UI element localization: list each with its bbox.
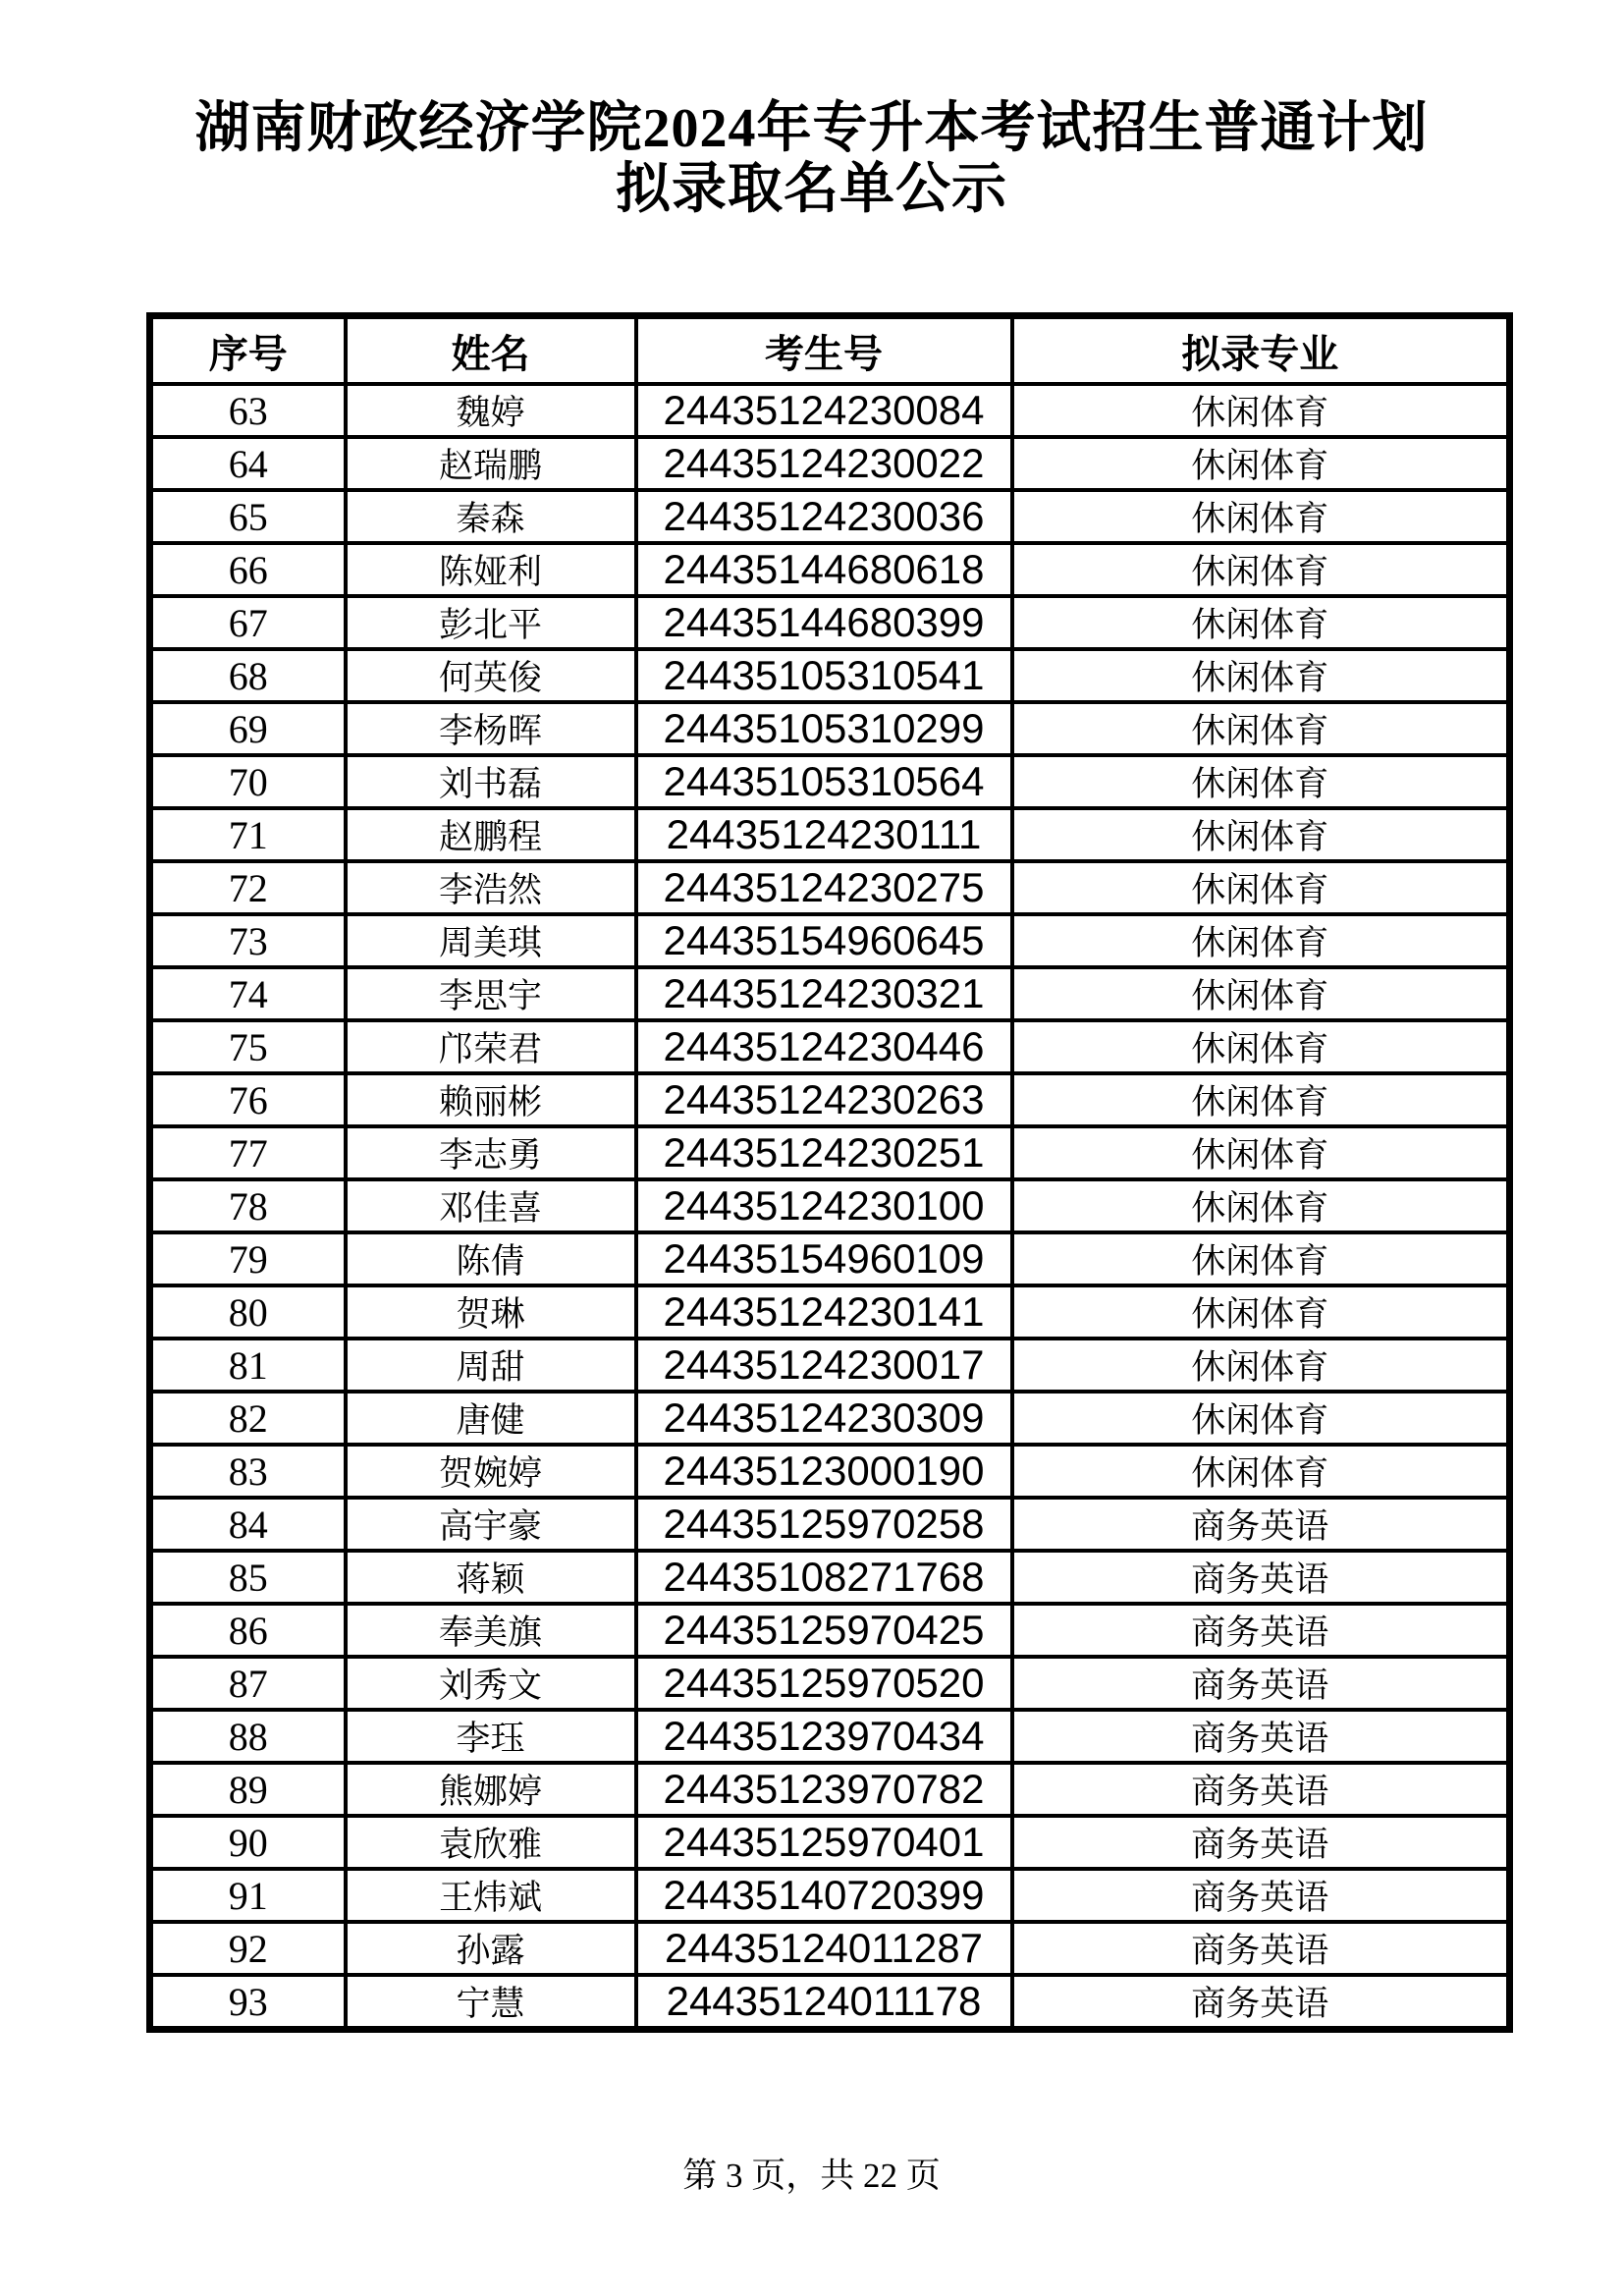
name-cell: 李浩然 (346, 861, 636, 914)
name-cell: 赖丽彬 (346, 1073, 636, 1126)
candidate-no-cell: 24435123000190 (636, 1445, 1012, 1498)
major-cell: 商务英语 (1012, 1551, 1510, 1604)
candidate-no-cell: 24435124230100 (636, 1179, 1012, 1232)
name-cell: 何英俊 (346, 649, 636, 702)
major-cell: 休闲体育 (1012, 1126, 1510, 1179)
major-cell: 商务英语 (1012, 1604, 1510, 1657)
table-row (150, 1869, 1510, 1922)
name-cell: 周甜 (346, 1339, 636, 1392)
candidate-no-cell: 24435123970434 (636, 1710, 1012, 1763)
name-cell: 王炜斌 (346, 1869, 636, 1922)
seq-cell: 91 (150, 1869, 346, 1922)
page-title-line2: 拟录取名单公示 (616, 159, 1007, 220)
candidate-no-cell: 24435124230036 (636, 490, 1012, 543)
major-cell: 商务英语 (1012, 1763, 1510, 1816)
table-row (150, 1604, 1510, 1657)
page-title (0, 98, 1623, 220)
candidate-no-cell: 24435140720399 (636, 1869, 1012, 1922)
table-row (150, 702, 1510, 755)
header-major: 拟录专业 (1012, 316, 1510, 385)
major-cell: 休闲体育 (1012, 755, 1510, 808)
candidate-no-cell: 24435125970520 (636, 1657, 1012, 1710)
table-row (150, 596, 1510, 649)
seq-cell: 69 (150, 702, 346, 755)
table-row (150, 437, 1510, 490)
major-cell: 休闲体育 (1012, 967, 1510, 1020)
table-row (150, 1232, 1510, 1285)
candidate-no-cell: 24435105310299 (636, 702, 1012, 755)
seq-cell: 85 (150, 1551, 346, 1604)
candidate-no-cell: 24435124230275 (636, 861, 1012, 914)
table-body (150, 384, 1510, 2030)
name-cell: 贺婉婷 (346, 1445, 636, 1498)
major-cell: 休闲体育 (1012, 1232, 1510, 1285)
name-cell: 高宇豪 (346, 1498, 636, 1551)
seq-cell: 71 (150, 808, 346, 861)
seq-cell: 93 (150, 1975, 346, 2030)
candidate-no-cell: 24435124230446 (636, 1020, 1012, 1073)
table-row (150, 1126, 1510, 1179)
candidate-no-cell: 24435124011287 (636, 1922, 1012, 1975)
name-cell: 彭北平 (346, 596, 636, 649)
major-cell: 休闲体育 (1012, 596, 1510, 649)
seq-cell: 79 (150, 1232, 346, 1285)
table-row (150, 914, 1510, 967)
table-row (150, 1498, 1510, 1551)
seq-cell: 63 (150, 384, 346, 437)
seq-cell: 73 (150, 914, 346, 967)
major-cell: 休闲体育 (1012, 914, 1510, 967)
major-cell: 商务英语 (1012, 1869, 1510, 1922)
seq-cell: 87 (150, 1657, 346, 1710)
candidate-no-cell: 24435124230251 (636, 1126, 1012, 1179)
candidate-no-cell: 24435144680618 (636, 543, 1012, 596)
major-cell: 休闲体育 (1012, 861, 1510, 914)
seq-cell: 82 (150, 1392, 346, 1445)
name-cell: 熊娜婷 (346, 1763, 636, 1816)
candidate-no-cell: 24435105310564 (636, 755, 1012, 808)
candidate-no-cell: 24435124230263 (636, 1073, 1012, 1126)
major-cell: 休闲体育 (1012, 1179, 1510, 1232)
table-row (150, 1339, 1510, 1392)
table-row (150, 1975, 1510, 2030)
table-row (150, 808, 1510, 861)
name-cell: 刘秀文 (346, 1657, 636, 1710)
table-row (150, 1445, 1510, 1498)
major-cell: 商务英语 (1012, 1498, 1510, 1551)
name-cell: 赵鹏程 (346, 808, 636, 861)
major-cell: 休闲体育 (1012, 649, 1510, 702)
major-cell: 休闲体育 (1012, 437, 1510, 490)
major-cell: 休闲体育 (1012, 702, 1510, 755)
seq-cell: 70 (150, 755, 346, 808)
major-cell: 休闲体育 (1012, 1073, 1510, 1126)
candidate-no-cell: 24435144680399 (636, 596, 1012, 649)
candidate-no-cell: 24435108271768 (636, 1551, 1012, 1604)
candidate-no-cell: 24435124230111 (636, 808, 1012, 861)
name-cell: 陈倩 (346, 1232, 636, 1285)
candidate-no-cell: 24435124230022 (636, 437, 1012, 490)
major-cell: 商务英语 (1012, 1975, 1510, 2030)
table-row (150, 490, 1510, 543)
seq-cell: 74 (150, 967, 346, 1020)
table-row (150, 649, 1510, 702)
major-cell: 休闲体育 (1012, 1020, 1510, 1073)
name-cell: 秦森 (346, 490, 636, 543)
seq-cell: 76 (150, 1073, 346, 1126)
major-cell: 休闲体育 (1012, 1445, 1510, 1498)
candidate-no-cell: 24435125970258 (636, 1498, 1012, 1551)
name-cell: 唐健 (346, 1392, 636, 1445)
seq-cell: 83 (150, 1445, 346, 1498)
major-cell: 商务英语 (1012, 1710, 1510, 1763)
table-row (150, 1020, 1510, 1073)
name-cell: 李志勇 (346, 1126, 636, 1179)
seq-cell: 78 (150, 1179, 346, 1232)
seq-cell: 72 (150, 861, 346, 914)
seq-cell: 89 (150, 1763, 346, 1816)
major-cell: 商务英语 (1012, 1816, 1510, 1869)
name-cell: 魏婷 (346, 384, 636, 437)
major-cell: 休闲体育 (1012, 490, 1510, 543)
candidate-no-cell: 24435125970401 (636, 1816, 1012, 1869)
table-row (150, 1657, 1510, 1710)
seq-cell: 64 (150, 437, 346, 490)
table-row (150, 1073, 1510, 1126)
candidate-no-cell: 24435125970425 (636, 1604, 1012, 1657)
name-cell: 陈娅利 (346, 543, 636, 596)
name-cell: 刘书磊 (346, 755, 636, 808)
table-row (150, 1816, 1510, 1869)
table-row (150, 1179, 1510, 1232)
page-footer: 第 3 页，共 22 页 (682, 2157, 941, 2195)
candidate-no-cell: 24435124011178 (636, 1975, 1012, 2030)
major-cell: 休闲体育 (1012, 1285, 1510, 1339)
major-cell: 商务英语 (1012, 1657, 1510, 1710)
name-cell: 袁欣雅 (346, 1816, 636, 1869)
seq-cell: 81 (150, 1339, 346, 1392)
candidate-no-cell: 24435124230017 (636, 1339, 1012, 1392)
name-cell: 蒋颖 (346, 1551, 636, 1604)
header-name: 姓名 (346, 316, 636, 385)
name-cell: 奉美旗 (346, 1604, 636, 1657)
candidate-no-cell: 24435124230309 (636, 1392, 1012, 1445)
seq-cell: 77 (150, 1126, 346, 1179)
header-candidate-no: 考生号 (636, 316, 1012, 385)
name-cell: 邓佳喜 (346, 1179, 636, 1232)
seq-cell: 88 (150, 1710, 346, 1763)
seq-cell: 65 (150, 490, 346, 543)
candidate-no-cell: 24435124230084 (636, 384, 1012, 437)
header-row (150, 316, 1510, 385)
name-cell: 李杨晖 (346, 702, 636, 755)
admission-table (146, 312, 1513, 2033)
candidate-no-cell: 24435105310541 (636, 649, 1012, 702)
major-cell: 休闲体育 (1012, 808, 1510, 861)
seq-cell: 92 (150, 1922, 346, 1975)
table-row (150, 1710, 1510, 1763)
table-row (150, 1285, 1510, 1339)
major-cell: 休闲体育 (1012, 384, 1510, 437)
candidate-no-cell: 24435123970782 (636, 1763, 1012, 1816)
candidate-no-cell: 24435124230321 (636, 967, 1012, 1020)
table-row (150, 755, 1510, 808)
major-cell: 休闲体育 (1012, 543, 1510, 596)
name-cell: 邝荣君 (346, 1020, 636, 1073)
major-cell: 商务英语 (1012, 1922, 1510, 1975)
name-cell: 周美琪 (346, 914, 636, 967)
seq-cell: 86 (150, 1604, 346, 1657)
table-row (150, 1763, 1510, 1816)
major-cell: 休闲体育 (1012, 1392, 1510, 1445)
table-header (150, 316, 1510, 385)
header-seq: 序号 (150, 316, 346, 385)
name-cell: 孙露 (346, 1922, 636, 1975)
seq-cell: 80 (150, 1285, 346, 1339)
seq-cell: 90 (150, 1816, 346, 1869)
seq-cell: 75 (150, 1020, 346, 1073)
table-row (150, 543, 1510, 596)
table-row (150, 384, 1510, 437)
seq-cell: 68 (150, 649, 346, 702)
page-title-line1: 湖南财政经济学院2024年专升本考试招生普通计划 (194, 98, 1429, 159)
table-row (150, 1392, 1510, 1445)
table-row (150, 861, 1510, 914)
seq-cell: 67 (150, 596, 346, 649)
seq-cell: 84 (150, 1498, 346, 1551)
name-cell: 赵瑞鹏 (346, 437, 636, 490)
name-cell: 李珏 (346, 1710, 636, 1763)
candidate-no-cell: 24435154960645 (636, 914, 1012, 967)
name-cell: 贺琳 (346, 1285, 636, 1339)
table-row (150, 1922, 1510, 1975)
name-cell: 李思宇 (346, 967, 636, 1020)
candidate-no-cell: 24435154960109 (636, 1232, 1012, 1285)
table-row (150, 967, 1510, 1020)
major-cell: 休闲体育 (1012, 1339, 1510, 1392)
name-cell: 宁慧 (346, 1975, 636, 2030)
table-row (150, 1551, 1510, 1604)
candidate-no-cell: 24435124230141 (636, 1285, 1012, 1339)
seq-cell: 66 (150, 543, 346, 596)
